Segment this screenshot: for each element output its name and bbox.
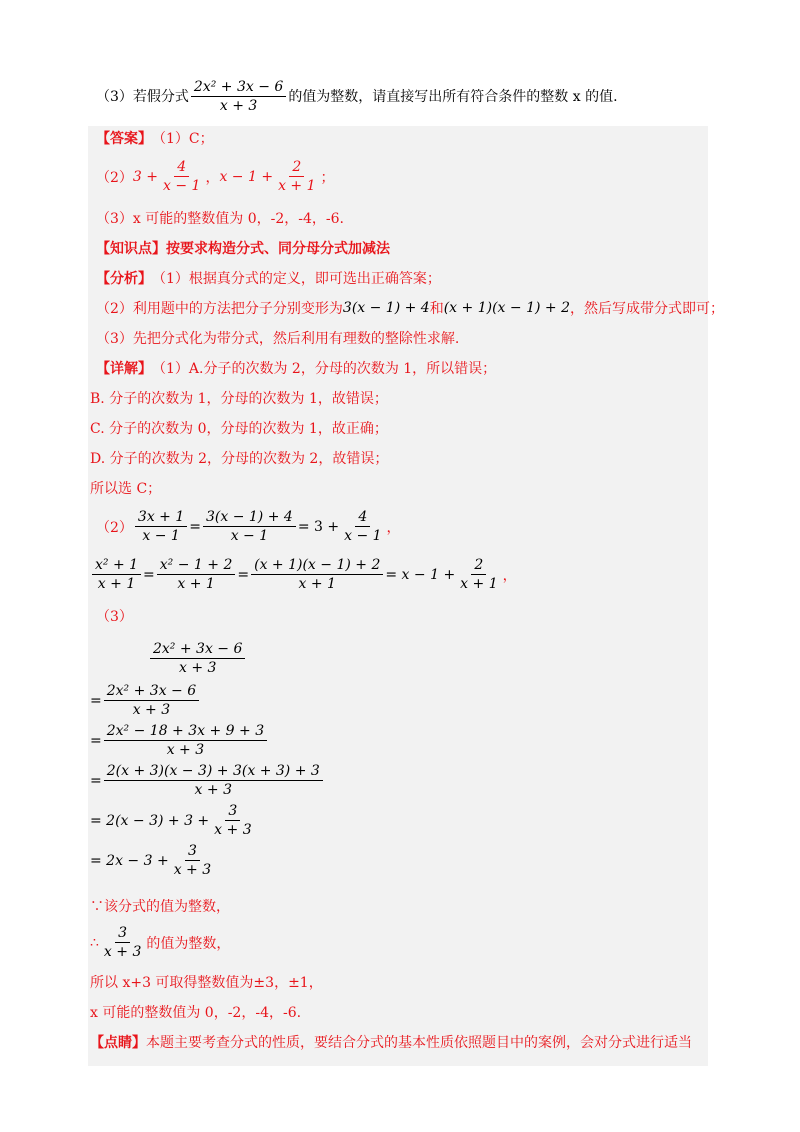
fraction-denominator: x + 3 xyxy=(194,782,232,798)
detail-line-1 xyxy=(96,358,496,378)
fraction-denominator: x + 3 xyxy=(219,98,258,114)
detail-line-final xyxy=(90,1002,301,1022)
detail-text-1: （1）A.分子的次数为 2，分母的次数为 1，所以错误； xyxy=(152,361,497,377)
question-3-suffix: 的值为整数，请直接写出所有符合条件的整数 x 的值. xyxy=(288,88,618,105)
analysis-math-2: (x + 1)(x − 1) + 2 xyxy=(443,300,570,316)
eq2-integer-part: = x − 1 + xyxy=(385,566,456,583)
answer-2a-fraction xyxy=(160,158,203,195)
therefore-icon: ∴ xyxy=(90,934,99,951)
therefore-text: 的值为整数， xyxy=(146,935,231,952)
fraction-denominator: x + 1 xyxy=(460,576,498,592)
fraction-numerator: 3 xyxy=(225,802,240,821)
eq1-fraction-3 xyxy=(341,508,384,545)
separator: ， xyxy=(386,519,401,536)
detail-line-5 xyxy=(90,478,161,498)
fraction-denominator: x + 3 xyxy=(166,742,205,758)
step-2-fraction xyxy=(104,722,267,759)
fraction-denominator: x + 3 xyxy=(132,702,171,718)
fraction-numerator: 2x² + 3x − 6 xyxy=(104,682,199,701)
step-4-fraction xyxy=(211,802,254,839)
fraction-denominator: x + 1 xyxy=(298,576,336,592)
detail-text-5: 所以选 C； xyxy=(90,481,162,497)
detail-line-4 xyxy=(90,448,388,468)
detail-step-4 xyxy=(90,802,257,839)
detail-part-2-prefix: （2） xyxy=(96,519,133,536)
fraction-denominator: x + 3 xyxy=(214,822,252,838)
answer-part-1: （1）C； xyxy=(152,131,214,147)
detail-text-3: C. 分子的次数为 0，分母的次数为 1，故正确； xyxy=(90,421,388,437)
answer-tag: 【答案】 xyxy=(96,131,152,147)
answer-2a-integer: 3 + xyxy=(132,168,159,185)
question-3-prefix: （3）若假分式 xyxy=(96,88,189,105)
analysis-text-2b: 和 xyxy=(429,301,444,317)
answer-line-3 xyxy=(96,208,344,228)
separator: ， xyxy=(205,169,220,186)
fraction-denominator: x + 1 xyxy=(278,178,316,194)
analysis-line-2 xyxy=(96,298,724,318)
detail-line-3 xyxy=(90,418,388,438)
fraction-denominator: x − 1 xyxy=(142,528,180,544)
analysis-line-1 xyxy=(96,268,441,288)
analysis-text-3: （3）先把分式化为带分式，然后利用有理数的整除性求解. xyxy=(96,331,460,347)
detail-step-5 xyxy=(90,842,216,879)
eq2-fraction-3 xyxy=(251,556,383,593)
analysis-line-3 xyxy=(96,328,459,348)
detail-tag: 【详解】 xyxy=(96,361,152,377)
comment-line xyxy=(90,1032,692,1052)
step-3-fraction xyxy=(104,762,323,799)
fraction-numerator: 2(x + 3)(x − 3) + 3(x + 3) + 3 xyxy=(104,762,323,781)
eq2-fraction-2 xyxy=(157,556,236,593)
fraction-numerator: 2x² − 18 + 3x + 9 + 3 xyxy=(104,722,267,741)
eq1-fraction-2 xyxy=(203,508,296,545)
eq2-fraction-4 xyxy=(457,556,500,593)
fraction-numerator: 3 xyxy=(115,924,130,943)
fraction-numerator: 4 xyxy=(355,508,370,527)
step-5-fraction xyxy=(171,842,214,879)
fraction-denominator: x + 3 xyxy=(173,862,212,878)
fraction-numerator: 3x + 1 xyxy=(135,508,187,527)
knowledge-text: 按要求构造分式、同分母分式加减法 xyxy=(166,241,390,257)
fraction-denominator: x − 1 xyxy=(230,528,269,544)
detail-line-2 xyxy=(90,388,388,408)
detail-step-0 xyxy=(148,640,247,677)
detail-text-2: B. 分子的次数为 1，分母的次数为 1，故错误； xyxy=(90,391,388,407)
analysis-text-2c: ，然后写成带分式即可； xyxy=(569,301,724,317)
step-5-integer-part: = 2x − 3 + xyxy=(90,852,169,869)
comment-text: 本题主要考查分式的性质，要结合分式的基本性质依照题目中的案例，会对分式进行适当 xyxy=(146,1035,692,1051)
fraction-numerator: 2 xyxy=(289,158,304,177)
answer-line-2 xyxy=(96,158,335,195)
fraction-denominator: x + 3 xyxy=(178,660,217,676)
eq1-integer-part: = 3 + xyxy=(297,518,340,535)
detail-text-4: D. 分子的次数为 2，分母的次数为 2，故错误； xyxy=(90,451,389,467)
because-line xyxy=(90,896,230,916)
fraction-denominator: x + 1 xyxy=(97,576,136,592)
answer-2b-fraction xyxy=(275,158,318,195)
detail-text-final: x 可能的整数值为 0，-2，-4，-6. xyxy=(90,1005,302,1021)
fraction-denominator: x + 1 xyxy=(177,576,215,592)
detail-line-x3 xyxy=(90,972,323,992)
detail-step-3: = $\frac{2(x + 3)(x - 3) + 3(x + 3) + 3}{x + 3}$ xyxy=(90,762,325,799)
analysis-text-1: （1）根据真分式的定义，即可选出正确答案； xyxy=(152,271,441,287)
fraction-numerator: x² + 1 xyxy=(92,556,141,575)
fraction-numerator: 4 xyxy=(174,158,189,177)
answer-line-1 xyxy=(96,128,214,148)
fraction-numerator: x² − 1 + 2 xyxy=(157,556,236,575)
answer-part-2-prefix: （2） xyxy=(96,169,133,186)
step-1-fraction xyxy=(104,682,199,719)
knowledge-line xyxy=(96,238,390,258)
fraction-numerator: 3(x − 1) + 4 xyxy=(203,508,296,527)
separator: ； xyxy=(320,169,335,186)
comment-tag: 【点睛】 xyxy=(90,1035,146,1051)
detail-step-2: = $\frac{\text{2x² − 18 + 3x + 9 + 3}}{x + 3}$ xyxy=(90,722,269,759)
knowledge-tag: 【知识点】 xyxy=(96,241,166,257)
therefore-line xyxy=(90,924,230,961)
therefore-fraction xyxy=(101,924,144,961)
answer-part-3: （3）x 可能的整数值为 0，-2，-4，-6. xyxy=(96,211,344,227)
step-0-fraction xyxy=(150,640,245,677)
step-4-integer-part: = 2(x − 3) + 3 + xyxy=(90,812,210,829)
fraction-numerator: 2x² + 3x − 6 xyxy=(191,78,286,97)
answer-2b-integer: x − 1 + xyxy=(219,168,274,185)
analysis-text-2a: （2）利用题中的方法把分子分别变形为 xyxy=(96,301,343,317)
because-text: ∵该分式的值为整数， xyxy=(90,899,230,915)
question-3 xyxy=(96,78,618,115)
question-fraction xyxy=(191,78,286,115)
eq2-fraction-1 xyxy=(92,556,141,593)
fraction-denominator: x − 1 xyxy=(344,528,382,544)
detail-text-x3: 所以 x+3 可取得整数值为±3，±1， xyxy=(90,975,323,991)
separator: ， xyxy=(502,567,517,584)
fraction-numerator: 3 xyxy=(185,842,200,861)
detail-part-3-prefix: （3） xyxy=(96,609,133,625)
fraction-numerator: (x + 1)(x − 1) + 2 xyxy=(251,556,383,575)
fraction-denominator: x + 3 xyxy=(103,944,142,960)
detail-eq-1: （2） $\frac{3x + 1}{x - 1}$ = $\frac{3(x - 1) + 4}{x - 1}$ = 3 + $\frac{4}{x - 1}$ ， xyxy=(96,509,401,544)
analysis-math-1: 3(x − 1) + 4 xyxy=(342,300,430,316)
fraction-numerator: 2 xyxy=(471,556,486,575)
detail-eq-2: $\frac{\text{x² + 1}}{x + 1}$ = $\frac{\text{x² − 1 + 2}}{x + 1}$ = $\frac{(x + 1)(x - 1) + 2}{x + 1}$ = x − 1 + $\frac{2}{x + 1}$ ， xyxy=(90,556,517,593)
eq1-fraction-1 xyxy=(135,508,187,545)
detail-part-3-label xyxy=(96,606,133,626)
detail-step-1: = $\frac{\text{2x² + 3x − 6}}{x + 3}$ xyxy=(90,682,201,719)
fraction-numerator: 2x² + 3x − 6 xyxy=(150,640,245,659)
analysis-tag: 【分析】 xyxy=(96,271,152,287)
fraction-denominator: x − 1 xyxy=(163,178,201,194)
